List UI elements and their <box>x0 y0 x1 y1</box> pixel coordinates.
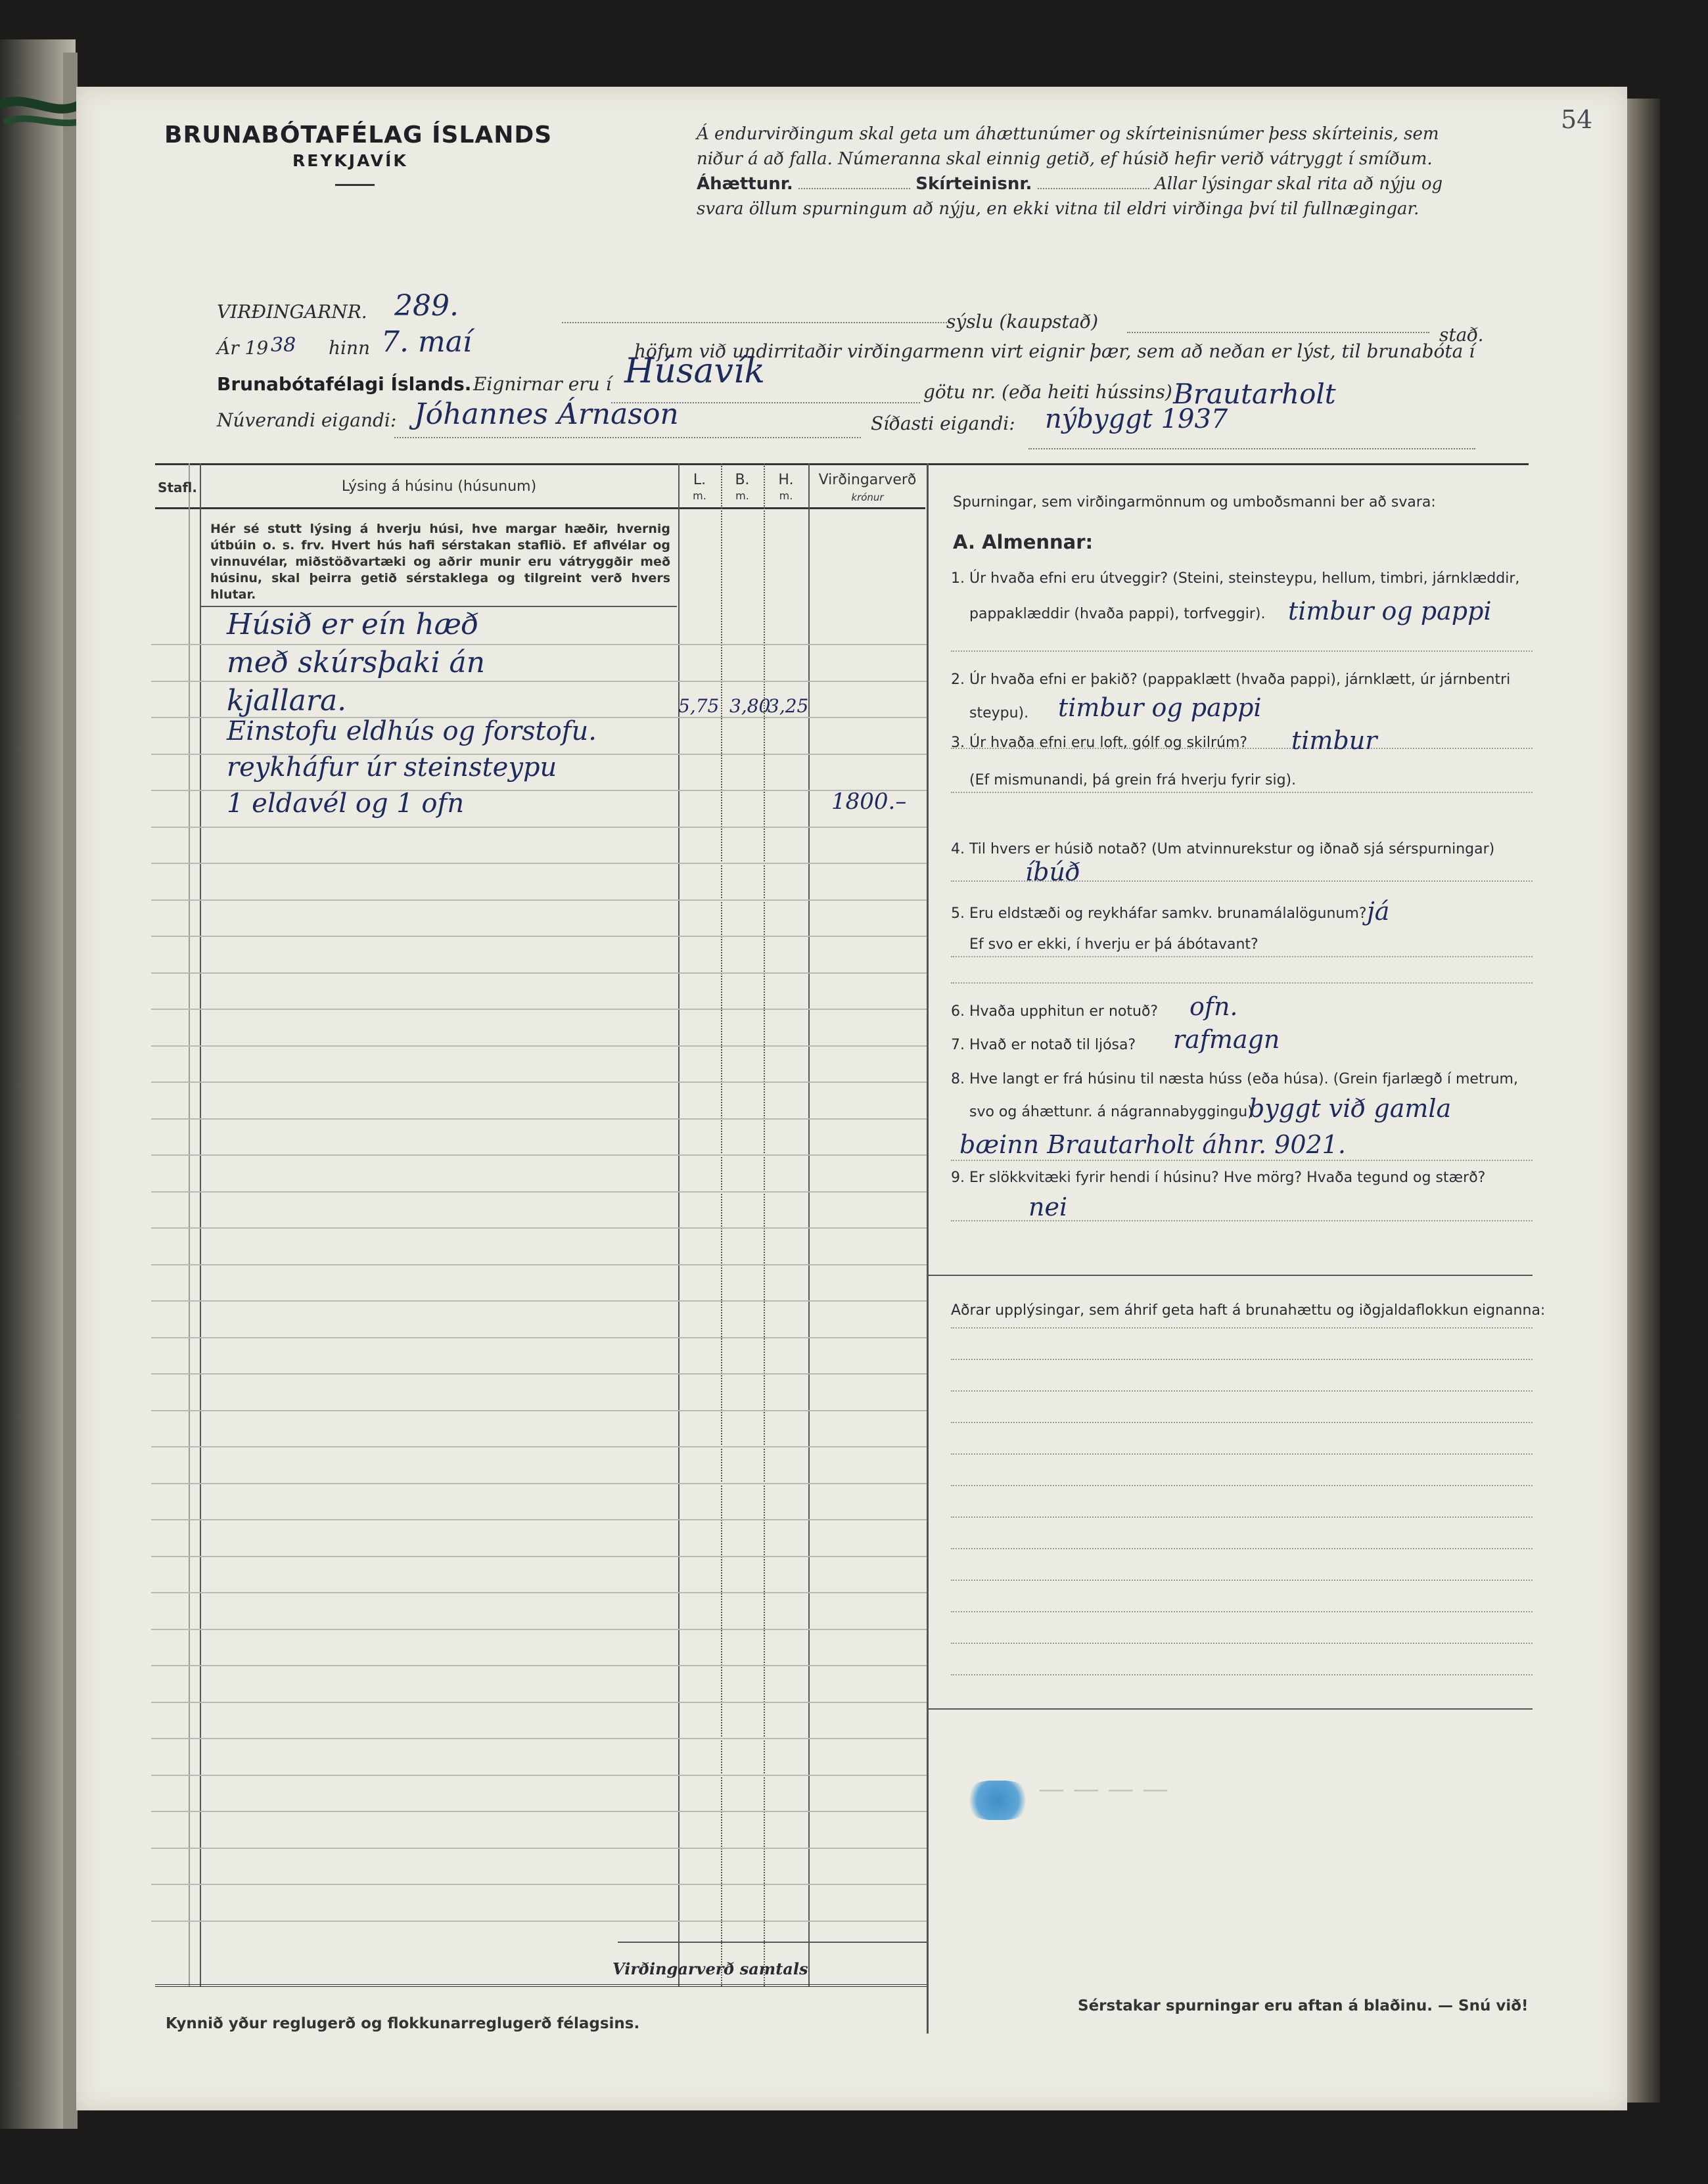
table-header-rule <box>155 507 925 509</box>
value-amount: 1800.– <box>831 788 907 815</box>
city-subtitle: REYKJAVÍK <box>292 151 408 170</box>
ruled-line <box>151 1775 927 1776</box>
ruled-line <box>151 681 927 682</box>
header-description: Lýsing á húsinu (húsunum) <box>341 478 537 495</box>
company-label: Brunabótafélagi Íslands. <box>217 373 472 395</box>
question-6-answer: ofn. <box>1189 992 1238 1021</box>
ruled-line <box>151 1264 927 1265</box>
header-b-unit: m. <box>735 489 749 502</box>
question-3-answer: timbur <box>1291 726 1377 755</box>
certificate-no-field <box>1038 188 1149 189</box>
question-5-line-2: Ef svo er ekki, í hverju er þá ábótavant? <box>969 936 1258 953</box>
header-h-unit: m. <box>779 489 793 502</box>
col-stafl-divider <box>200 463 201 1986</box>
question-9-line-1: 9. Er slökkvitæki fyrir hendi í húsinu? Hve mörg? Hvaða tegund og stærð? <box>951 1170 1486 1186</box>
questions-divider <box>928 1275 1533 1276</box>
footer-right-note: Sérstakar spurningar eru aftan á blaðinu. — Snú við! <box>1078 1997 1529 2014</box>
description-line-3: kjallara. <box>227 684 347 717</box>
page-edge-shadow <box>1627 99 1660 2103</box>
other-info-label: Aðrar upplýsingar, sem áhrif geta haft á brunahættu og iðgjaldaflokkun eignanna: <box>951 1302 1546 1319</box>
question-1-line-2: pappaklæddir (hvaða pappi), torfveggir). <box>969 606 1266 622</box>
ruled-line <box>151 1081 927 1083</box>
table-instructions: Hér sé stutt lýsing á hverju húsi, hve margar hæðir, hvernig útbúin o. s. frv. Hvert hús hafi sérstakan stafliö. Ef aflvélar og vinnuvélar, miðstöðvartæki og aðrir munir eru vátryggðir með húsinu, skal þeirra getið sérstaklega og tilgreint verð hvers hlutar. <box>210 522 670 602</box>
properties-label: Eignirnar eru í <box>473 373 612 395</box>
question-9-answer: nei <box>1028 1193 1068 1221</box>
question-8-answer-2: bæinn Brautarholt áhnr. 9021. <box>959 1130 1346 1159</box>
answer-line <box>951 1548 1533 1549</box>
dimension-b: 3,80 <box>729 695 771 717</box>
ruled-line <box>151 936 927 937</box>
intro-text <box>697 122 1475 221</box>
ruled-line <box>151 1702 927 1703</box>
ruled-line <box>151 863 927 864</box>
intro-line-3 <box>697 171 1475 196</box>
intro-line-2: niður á að falla. Númeranna skal einnig getið, ef húsið hefir verið vátryggt í smíðum. <box>697 149 1433 169</box>
table-bottom-rule <box>155 1984 927 1987</box>
answer-line <box>951 1390 1533 1392</box>
col-description-divider <box>678 463 680 1986</box>
properties-value: Húsavík <box>624 352 766 391</box>
ruled-line <box>151 1410 927 1411</box>
appraisal-no-label: VIRÐINGARNR. <box>217 301 367 323</box>
answer-line <box>951 1422 1533 1423</box>
ruled-line <box>151 1045 927 1047</box>
question-2-line-2: steypu). <box>969 705 1029 721</box>
ruled-line <box>151 1300 927 1302</box>
day-label: hinn <box>329 337 371 359</box>
ruled-line <box>151 1592 927 1593</box>
book-spine <box>63 53 78 2129</box>
last-owner-dots <box>1028 448 1475 449</box>
question-7: 7. Hvað er notað til ljósa? <box>951 1037 1136 1053</box>
appraisers-text: höfum við undirritaðir virðingarmenn virt eignir þær, sem að neðan er lýst, til brunabóta í <box>634 340 1475 362</box>
col-b-divider <box>764 463 765 1986</box>
question-8-answer-1: byggt við gamla <box>1249 1094 1452 1123</box>
ruled-line <box>151 1154 927 1156</box>
question-5-answer: já <box>1367 897 1390 926</box>
header-value: Virðingarverð <box>818 472 917 488</box>
last-owner-label: Síðasti eigandi: <box>871 413 1015 434</box>
total-label: Virðingarverð samtals <box>612 1959 808 1978</box>
answer-line <box>951 1327 1533 1329</box>
col-l-divider <box>721 463 722 1986</box>
faint-bleed-signature: — — — — <box>1038 1774 1169 1804</box>
answer-line <box>951 792 1533 793</box>
answer-line <box>951 1580 1533 1581</box>
questions-intro: Spurningar, sem virðingarmönnum og umboðsmanni ber að svara: <box>953 494 1436 511</box>
ruled-line <box>151 1665 927 1666</box>
intro-line-3-tail: Allar lýsingar skal rita að nýju og <box>1154 174 1443 194</box>
question-2-answer: timbur og pappi <box>1058 693 1262 722</box>
owner-dots <box>394 437 861 438</box>
answer-line <box>951 1485 1533 1486</box>
description-line-2: með skúrsþaki án <box>227 646 486 679</box>
answer-line <box>951 1643 1533 1644</box>
ruled-line <box>151 899 927 901</box>
answer-line <box>951 1160 1533 1161</box>
organization-title: BRUNABÓTAFÉLAG ÍSLANDS <box>164 122 553 148</box>
appraisal-dots <box>562 322 950 323</box>
title-rule <box>335 184 375 186</box>
header-l: L. <box>693 472 706 488</box>
ruled-line <box>151 1884 927 1885</box>
day-value: 7. maí <box>381 325 472 359</box>
ruled-line <box>151 1446 927 1447</box>
ruled-line <box>151 1191 927 1193</box>
question-4-answer: íbúð <box>1025 857 1080 886</box>
ruled-line <box>151 1373 927 1375</box>
ruled-line <box>151 1483 927 1484</box>
ruled-line <box>151 1848 927 1849</box>
other-info-bottom-rule <box>928 1708 1533 1710</box>
ruled-line <box>151 1227 927 1229</box>
street-value: Brautarholt <box>1173 378 1336 410</box>
question-1-line-1: 1. Úr hvaða efni eru útveggir? (Steini, steinsteypu, hellum, timbri, járnklæddir, <box>951 570 1520 587</box>
ruled-line <box>151 1811 927 1812</box>
question-7-answer: rafmagn <box>1173 1025 1280 1054</box>
col-h-divider <box>808 463 810 1986</box>
question-4-line-1: 4. Til hvers er húsið notað? (Um atvinnurekstur og iðnað sjá sérspurningar) <box>951 841 1495 857</box>
header-stafl: Stafl. <box>158 480 197 495</box>
description-line-4: Einstofu eldhús og forstofu. <box>227 716 597 746</box>
description-line-6: 1 eldavél og 1 ofn <box>227 788 465 819</box>
section-general: A. Almennar: <box>953 531 1094 553</box>
ruled-line <box>151 1519 927 1520</box>
header-h: H. <box>778 472 794 488</box>
instructions-rule <box>200 606 677 607</box>
header-l-unit: m. <box>693 489 706 502</box>
answer-line <box>951 650 1533 652</box>
question-3-line-1: 3. Úr hvaða efni eru loft, gólf og skilrúm? <box>951 735 1248 751</box>
question-8-line-2: svo og áhættunr. á nágrannabyggingu) <box>969 1104 1253 1120</box>
answer-line <box>951 1674 1533 1675</box>
street-label: götu nr. (eða heiti hússins) <box>923 381 1172 403</box>
answer-line <box>951 956 1533 957</box>
ruled-line <box>151 1738 927 1739</box>
certificate-no-label: Skírteinisnr. <box>915 174 1032 194</box>
dimension-h: 3,25 <box>768 695 809 717</box>
county-label: sýslu (kaupstað) <box>946 311 1099 332</box>
ink-stamp-blot <box>965 1781 1030 1820</box>
question-1-answer: timbur og pappi <box>1288 597 1492 626</box>
ruled-line <box>151 827 927 828</box>
question-3-line-2: (Ef mismunandi, þá grein frá hverju fyrir sig). <box>969 772 1297 788</box>
col-value-divider <box>927 463 929 2034</box>
owner-label: Núverandi eigandi: <box>217 409 397 431</box>
description-line-1: Húsið er eín hæð <box>227 608 479 641</box>
ruled-line <box>151 1118 927 1120</box>
appraisal-no-value: 289. <box>394 289 459 323</box>
place-label: stað. <box>1439 324 1484 346</box>
owner-value: Jóhannes Árnason <box>414 398 679 431</box>
risk-no-label: Áhættunr. <box>697 174 793 194</box>
question-2-line-1: 2. Úr hvaða efni er þakið? (pappaklætt (hvaða pappi), járnklætt, úr járnbentri <box>951 671 1511 688</box>
table-top-rule <box>155 463 1529 465</box>
answer-line <box>951 1453 1533 1455</box>
ruled-line <box>151 972 927 974</box>
description-line-5: reykháfur úr steinsteypu <box>227 752 557 783</box>
risk-no-field <box>798 188 910 189</box>
ruled-line <box>151 644 927 645</box>
question-8-line-1: 8. Hve langt er frá húsinu til næsta húss (eða húsa). (Grein fjarlægð í metrum, <box>951 1071 1518 1087</box>
ruled-line <box>151 1921 927 1922</box>
answer-line <box>951 1359 1533 1360</box>
ruled-line <box>151 1629 927 1630</box>
intro-line-4: svara öllum spurningum að nýju, en ekki vitna til eldri virðinga því til fullnægingar. <box>697 199 1419 219</box>
intro-line-1: Á endurvirðingum skal geta um áhættunúmer og skírteinisnúmer þess skírteinis, sem <box>697 124 1439 144</box>
left-margin-rule <box>189 463 190 1986</box>
dimension-l: 5,75 <box>678 695 720 717</box>
year-label: Ár 19 <box>217 337 269 359</box>
total-top-rule <box>618 1942 927 1943</box>
ruled-line <box>151 1556 927 1557</box>
ruled-line <box>151 1337 927 1338</box>
year-value: 38 <box>271 334 296 357</box>
header-b: B. <box>735 472 750 488</box>
county-dots <box>1127 332 1429 333</box>
footer-left-note: Kynnið yður reglugerð og flokkunarreglugerð félagsins. <box>166 2015 640 2032</box>
question-6: 6. Hvaða upphitun er notuð? <box>951 1003 1159 1020</box>
question-5-line-1: 5. Eru eldstæði og reykháfar samkv. brunamálalögunum? <box>951 905 1367 922</box>
answer-line <box>951 1516 1533 1518</box>
answer-line <box>951 1611 1533 1612</box>
page-number: 54 <box>1561 105 1593 134</box>
answer-line <box>951 982 1533 984</box>
ruled-line <box>151 1009 927 1010</box>
header-value-unit: krónur <box>851 491 884 503</box>
last-owner-value: nýbyggt 1937 <box>1045 404 1228 434</box>
